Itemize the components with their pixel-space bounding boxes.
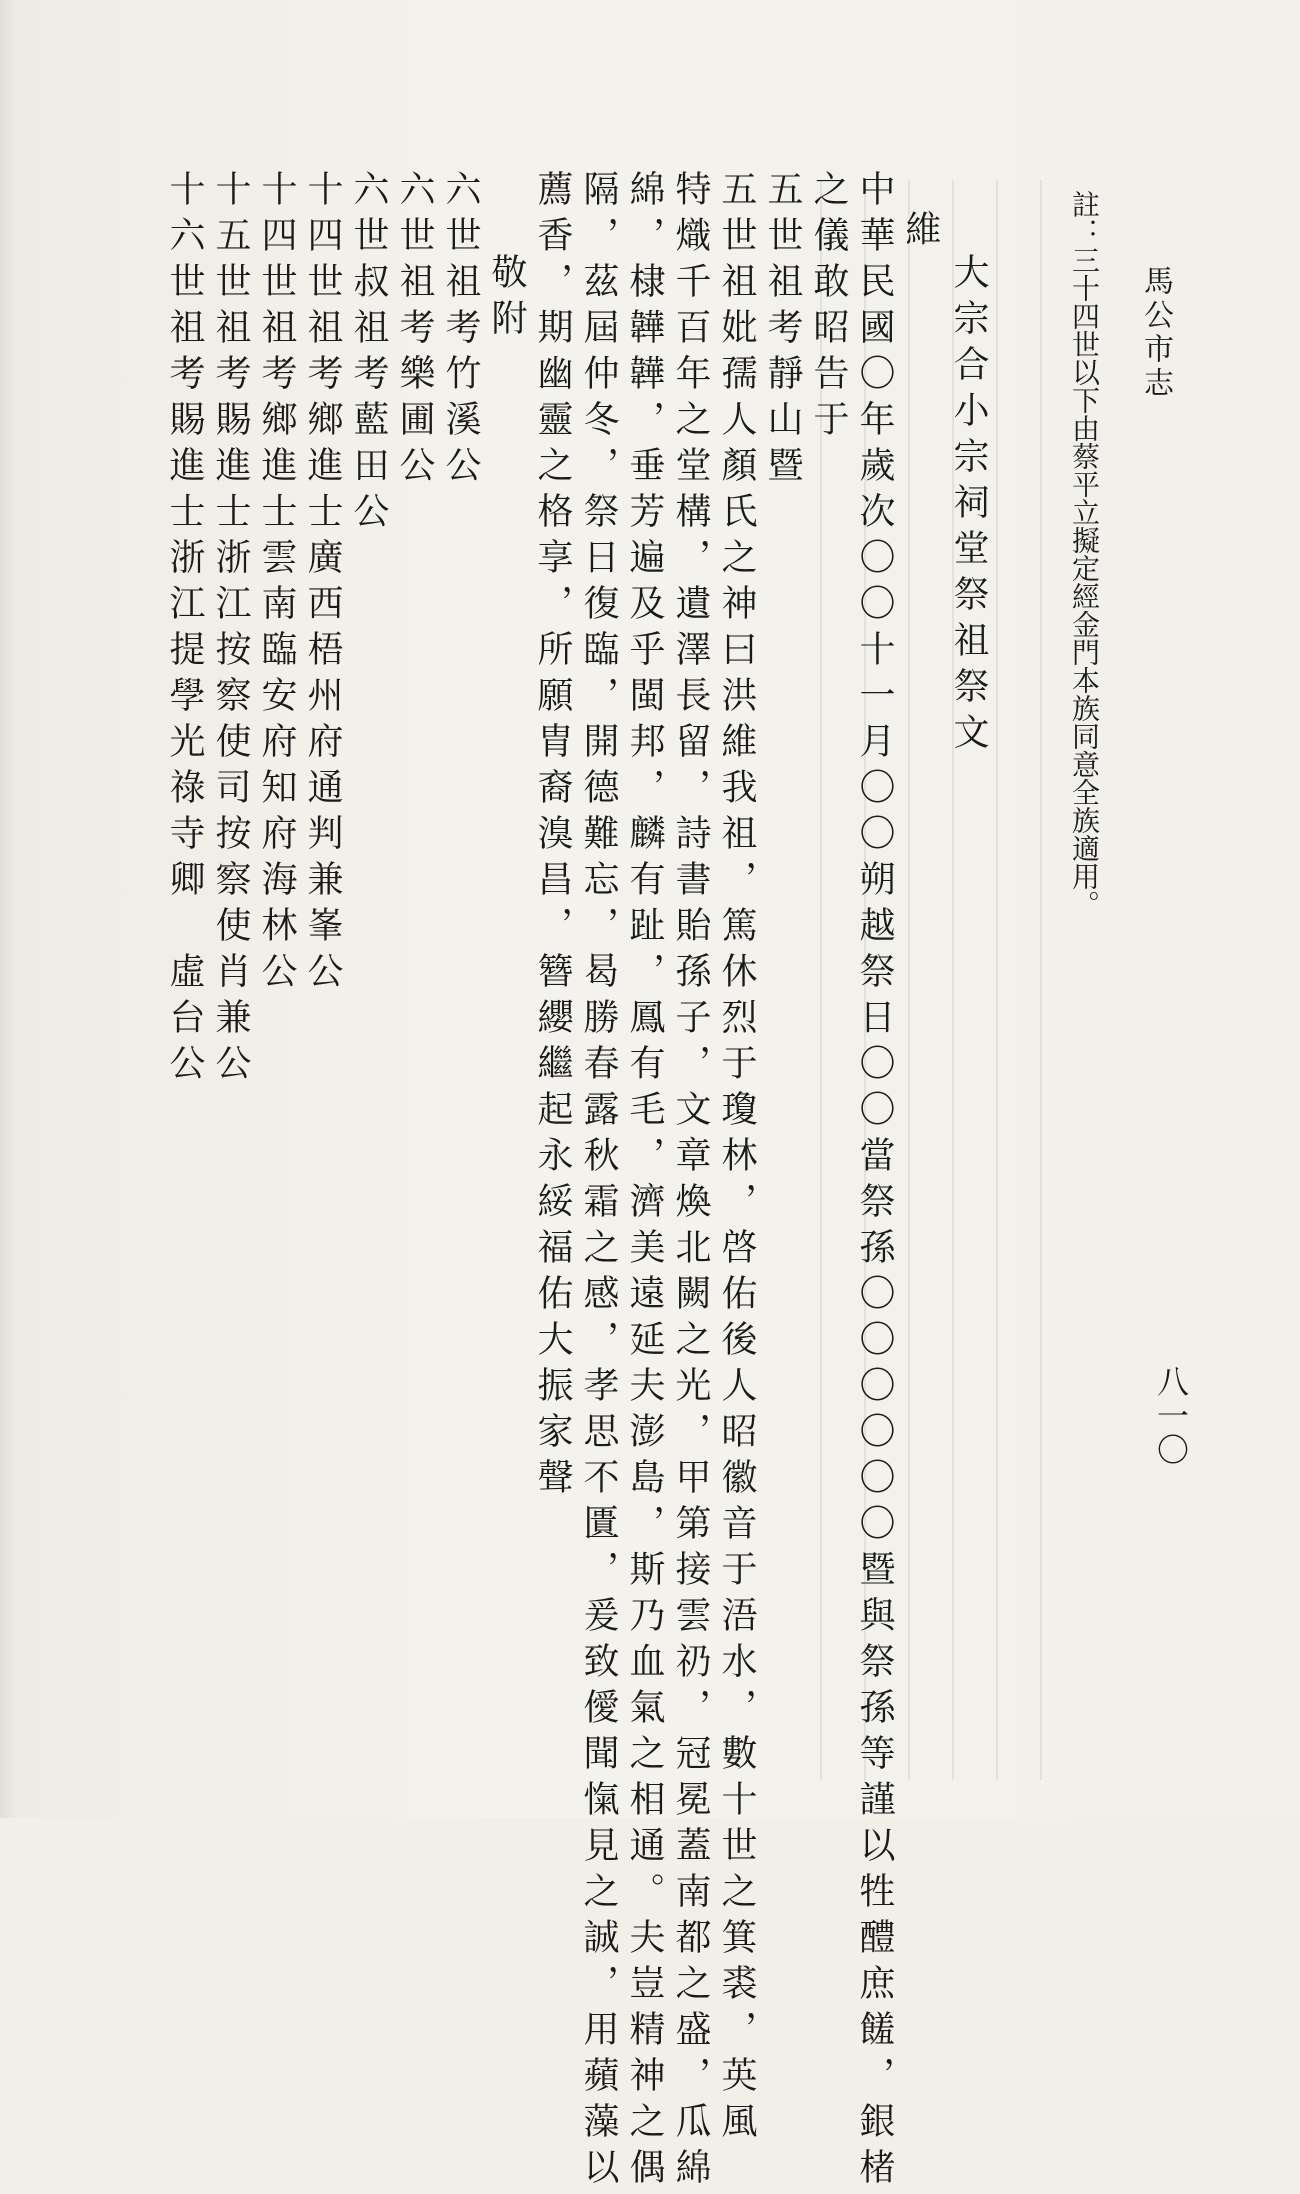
text-column-9: 隔，茲屆仲冬，祭日復臨，開德難忘，曷勝春露秋霜之感，孝思不匱，爰致僾聞愾見之誠，用蘋藻以: [578, 170, 619, 2194]
text-column-13: 六世祖考樂圃公: [394, 170, 435, 492]
page-number: 八一〇: [1152, 1365, 1190, 1467]
text-column-12: 六世祖考竹溪公: [440, 170, 481, 492]
text-column-11: 敬附: [486, 253, 527, 345]
text-column-16: 十四世祖考鄉進士雲南臨安府知府海林公: [256, 170, 297, 998]
text-column-4: 之儀敢昭告于: [808, 170, 849, 446]
editorial-note: 註：三十四世以下由蔡平立擬定經金門本族同意全族適用。: [1068, 190, 1101, 918]
text-column-10: 薦香，期幽靈之格享，所願胄裔溴昌，簪纓繼起永綏福佑大振家聲: [532, 170, 573, 1504]
text-column-1: 大宗合小宗祠堂祭祖祭文: [948, 253, 989, 759]
text-column-8: 綿，棣韡韡，垂芳遍及乎閩邦，麟有趾，鳳有毛，濟美遠延夫澎島，斯乃血氣之相通。夫豈精神之偶: [624, 170, 665, 2194]
running-header-title: 馬公市志: [1138, 265, 1173, 401]
text-column-5: 五世祖考靜山暨: [762, 170, 803, 492]
text-column-15: 十四世祖考鄉進士廣西梧州府通判兼峯公: [302, 170, 343, 998]
text-column-17: 十五世祖考賜進士浙江按察使司按察使肖兼公: [210, 170, 251, 1090]
page-edge-shadow: [0, 0, 18, 1818]
text-column-6: 五世祖妣孺人顏氏之神曰洪維我祖，篤休烈于瓊林，啓佑後人昭徽音于浯水，數十世之箕裘，英風: [716, 170, 757, 2148]
text-column-18: 十六世祖考賜進士浙江提學光祿寺卿 虛台公: [164, 170, 205, 1090]
text-column-3: 中華民國〇年歲次〇〇十一月〇〇朔越祭日〇〇當祭孫〇〇〇〇〇〇暨與祭孫等謹以牲醴庶饈，銀楮: [854, 170, 895, 2194]
text-column-2: 維: [900, 210, 941, 256]
text-column-7: 特熾千百年之堂構，遺澤長留，詩書貽孫子，文章煥北闕之光，甲第接雲礽，冠冕蓋南都之盛，瓜綿: [670, 170, 711, 2194]
text-column-14: 六世叔祖考藍田公: [348, 170, 389, 538]
